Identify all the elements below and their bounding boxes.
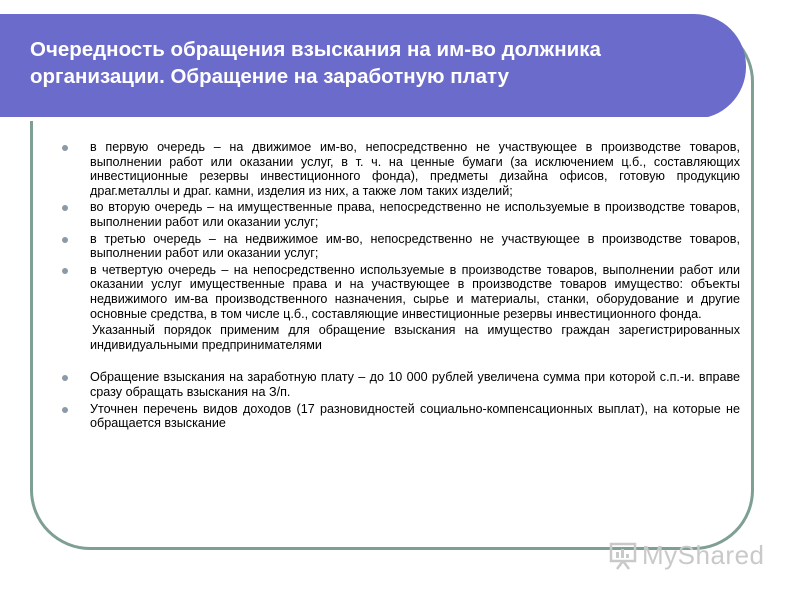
title-banner bbox=[0, 14, 746, 119]
slide-title-line-1: Очередность обращения взыскания на им-во должника bbox=[30, 38, 601, 61]
bullet-item-fourth: в четвертую очередь – на непосредственно используемые в производстве товаров, выполнении работ или оказании услуг имущественные права и на участвующее в производстве товаров имущество: объекты недвижимого им-ва производственного назначения, сырье и материалы, станки, оборудование и другие основные средства, в том числе ц.б., составляющие инвестиционные резервы инвестиционного фонда. bbox=[62, 263, 740, 321]
slide-content bbox=[62, 140, 740, 433]
slide-title-line-2: организации. Обращение на заработную плату bbox=[30, 65, 509, 88]
bullet-item-income-types: Уточнен перечень видов доходов (17 разновидностей социально-компенсационных выплат), на которые не обращается взыскание bbox=[62, 402, 740, 431]
watermark-text: MyShared bbox=[642, 540, 765, 570]
note-paragraph: Указанный порядок применим для обращение взыскания на имущество граждан зарегистрированных индивидуальными предпринимателями bbox=[90, 323, 740, 352]
bullet-item-salary: Обращение взыскания на заработную плату – до 10 000 рублей увеличена сумма при которой с.п.-и. вправе сразу обращать взыскания на З/п. bbox=[62, 370, 740, 399]
bullet-item-third: в третью очередь – на недвижимое им-во, непосредственно не участвующее в производстве товаров, выполнении работ или оказании услуг; bbox=[62, 232, 740, 261]
bullet-item-first: в первую очередь – на движимое им-во, непосредственно не участвующее в производстве товаров, выполнении работ или оказании услуг, в т. ч. на ценные бумаги (за исключением ц.б., составляющих инвестиционные резервы инвестиционного фонда), предметы дизайна офисов, готовую продукцию драг.металлы и драг. камни, изделия из них, а также лом таких изделий; bbox=[62, 140, 740, 198]
title-underline bbox=[0, 117, 708, 121]
slide-title bbox=[30, 36, 726, 90]
presentation-board-icon bbox=[608, 541, 638, 571]
bullet-list-queue bbox=[62, 140, 740, 321]
bullet-item-second: во вторую очередь – на имущественные права, непосредственно не используемые в производстве товаров, выполнении работ или оказании услуг; bbox=[62, 200, 740, 229]
bullet-list-salary bbox=[62, 370, 740, 430]
watermark bbox=[608, 540, 765, 571]
